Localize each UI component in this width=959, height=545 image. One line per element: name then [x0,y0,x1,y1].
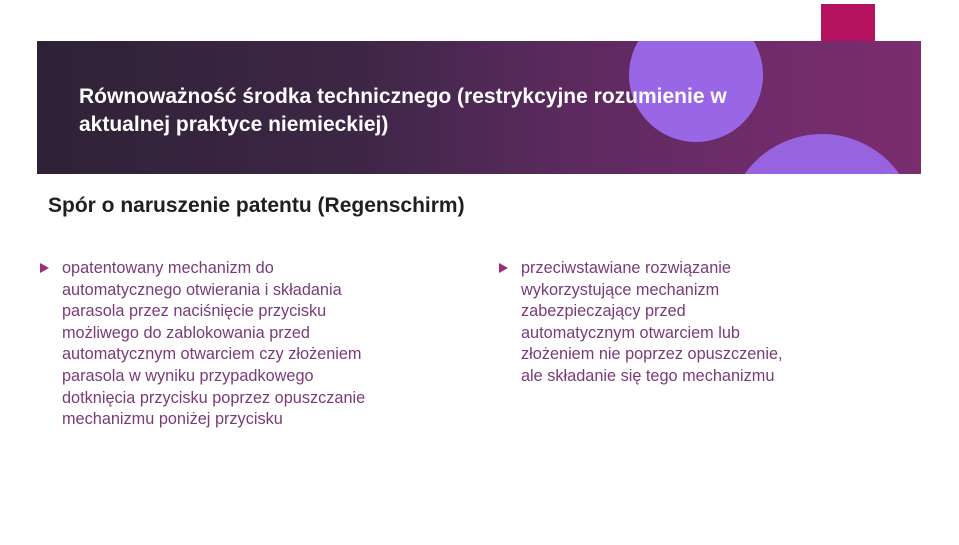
list-item [499,258,849,388]
title-banner [37,41,921,174]
slide-title: Równoważność środka technicznego (restrykcyjne rozumienie w aktualnej praktyce niemieckiej) [79,85,727,136]
list-item [40,258,440,431]
list-item-text: opatentowany mechanizm do automatycznego otwierania i składania parasola przez naciśnięcie przycisku możliwego do zablokowania przed automatycznym otwarciem czy złożeniem parasola w wyniku przypadkowego dotknięcia przycisku poprzez opuszczanie mechanizmu poniżej przycisku [62,259,366,429]
list-item-text: przeciwstawiane rozwiązanie wykorzystujące mechanizm zabezpieczający przed automatycznym otwarciem lub złożeniem nie poprzez opuszczenie, ale składanie się tego mechanizmu [521,259,783,385]
slide-subtitle: Spór o naruszenie patentu (Regenschirm) [48,194,465,217]
triangle-bullet-icon [40,263,49,273]
left-bullet-list [40,258,440,431]
triangle-bullet-icon [499,263,508,273]
decorative-circle [727,134,917,174]
right-bullet-list [499,258,849,388]
